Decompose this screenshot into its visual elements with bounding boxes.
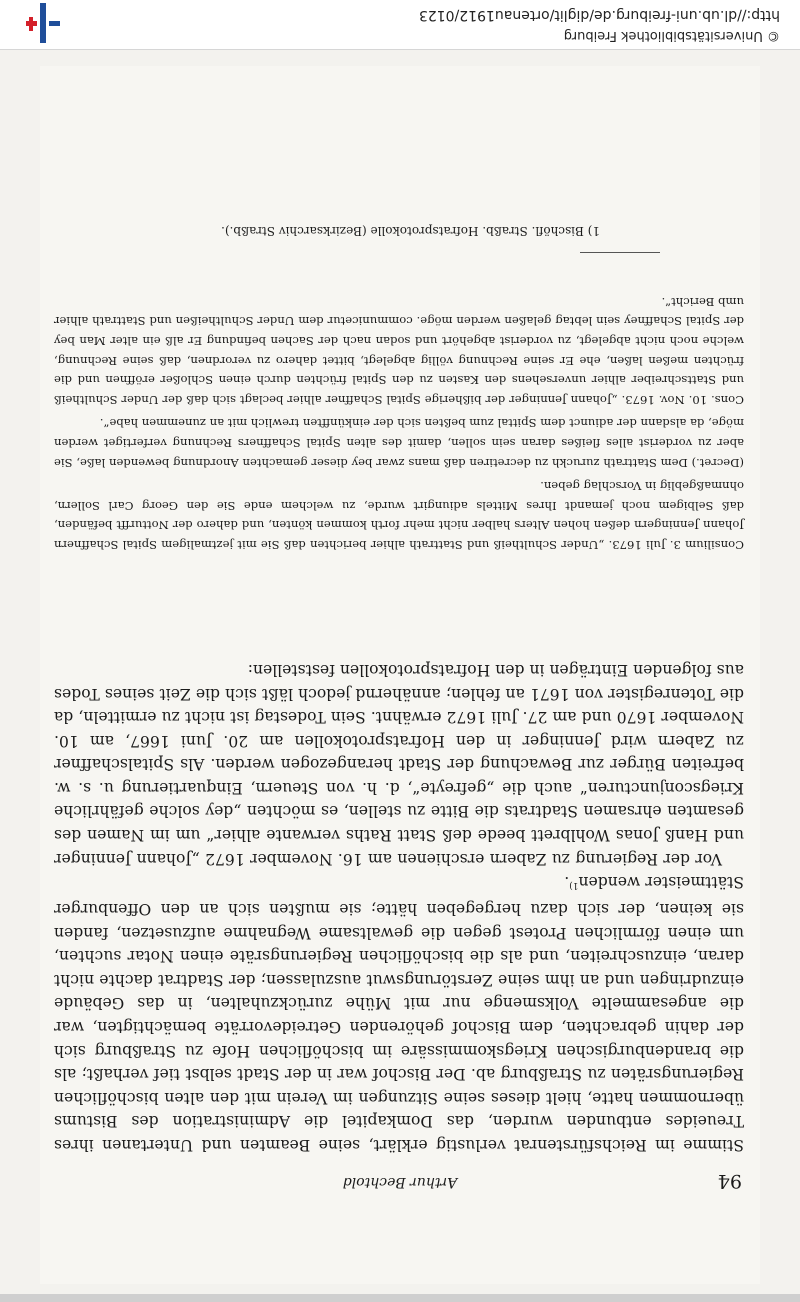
footnote: 1) Bischöfl. Straßb. Hofratsprotokolle (Bezirksarchiv Straßb.). [221, 224, 600, 238]
footnote-marker: 1) [569, 880, 579, 891]
footnote-rule [580, 252, 660, 253]
body-text [54, 657, 744, 1156]
copyright-credit: © Universitätsbibliothek Freiburg [563, 28, 780, 43]
quote-paragraph: Cons. 10. Nov. 1673. „Johann Jenninger der bißherige Spital Schaffner alhier beclagt sich daß der Under Schultheiß und Stattschreiber alhier unversehens den Kasten zu den Spital früchten durch einen Schloßer eröffnen und die früchten meßen laßen, ehe Er seine Rechnung völlig abgelegt, bittet dahero zu verordnen, daß seine Rechnung, welche noch nicht abgelegt, zu vorderist abgehört und sodan nach der Sachen befindung Er alß ein alter Man bey der Spital Schaffney sein lebtag gelaßen werden möge. communicetur dem Under Schultheißen und Stattrath alhier umb Bericht“. [54, 294, 744, 407]
viewer-top-strip [0, 1294, 800, 1302]
quote-paragraph: Consilium 3. Juli 1673. „Under Schultheiß und Stattrath alhier berichten daß Sie mit jeztmaligem Spital Schaffnern Johann Jenningern deßen hohen Alters halber nicht mehr forth kommen könten, und dahero der Notturfft befänden, daß Selbigem noch jemandt Ihres Mittels adiungirt wurde, zu welchem ende Sie den Georg Carl Sollern, ohnmaßgeblig in Vorschlag geben. [54, 479, 744, 552]
scanned-page [40, 66, 760, 1284]
quote-paragraph: (Decret.) Dem Stattrath zuruckh zu decretiren daß mans zwar bey dieser gemachten Anordnung bewenden laße, Sie aber zu vorderist alles fleißes daran sein sollen, damit des alten Spital Schaffners Rechnung verfertiget werden möge, da alsdann der adiunct dem Spittal zum beßten sich der einkünfften trewlich mit an zunemmen habe“. [54, 416, 744, 470]
paragraph-text: Stimme im Reichsfürstenrat verlustig erklärt, seine Beamten und Untertanen ihres Treueides entbunden wurden, das Domkapitel die Administration des Bistums übernommen hatte, hielt dieses seine Sitzungen im Verein mit den alten bischöflichen Regierungsräten zu Straßburg ab. Der Bischof war in der Stadt selbst tief verhaßt; als die brandenburgischen Kriegskommissäre im bischöflichen Hofe zu Straßburg sich der dahin gebrachten, dem Bischof gehörenden Getreidevorräte bemächtigten, war die angesammelte Volksmenge nur mit Mühe zurückzuhalten, in das Gebäude einzudringen und an ihm seine Zerstörungswut auszulassen; der Stadtrat dachte nicht daran, einzuschreiten, und als die bischöflichen Regierungsräte einen Notar suchten, um einen förmlichen Protest gegen die gewaltsame Wegnahme aufzusetzen, fanden sie keinen, der sich dazu hergegeben hätte; sie mußten sich an den Offenburger Stättmeister wenden [54, 873, 744, 1154]
paragraph: Vor der Regierung zu Zabern erschienen am 16. November 1672 „Johann Jenninger und Hanß Jonas Wohlbrett beede deß Statt Raths verwante alhier“ um im Namen des gesamten ehrsamen Stadtrats die Bitte zu stellen, es möchten „dey solche gefährliche Kriegsconjuncturen“ auch die „gefreyte“, d. h. von Steuern, Einquartierung u. s. w. befreiten Bürger zur Bewachung der Stadt herangezogen werden. Als Spitalschaffner zu Zabern wird Jenninger in den Hofratsprotokollen am 20. Juni 1667, am 10. November 1670 und am 27. Juli 1672 erwähnt. Sein Todestag ist nicht zu ermitteln, da die Totenregister von 1671 an fehlen; annähernd jedoch läßt sich die Zeit seines Todes aus folgenden Einträgen in den Hofratsprotokollen feststellen: [54, 660, 744, 868]
page-url-link[interactable]: http://dl.ub.uni-freiburg.de/diglit/ortenau1912/0123 [418, 7, 780, 23]
running-head-title: Arthur Bechtold [342, 1174, 458, 1190]
viewer-info-bar [0, 0, 800, 50]
protocol-quotes [54, 287, 744, 554]
ub-freiburg-logo-icon[interactable] [26, 3, 60, 43]
page-number: 94 [717, 1170, 742, 1192]
running-header [40, 1166, 760, 1192]
paragraph: Stimme im Reichsfürstenrat verlustig erklärt, seine Beamten und Untertanen ihres Treueides entbunden wurden, das Domkapitel die Administration des Bistums übernommen hatte, hielt dieses seine Sitzungen im Verein mit den alten bischöflichen Regierungsräten zu Straßburg ab. Der Bischof war in der Stadt selbst tief verhaßt; als die brandenburgischen Kriegskommissäre im bischöflichen Hofe zu Straßburg sich der dahin gebrachten, dem Bischof gehörenden Getreidevorräte bemächtigten, war die angesammelte Volksmenge nur mit Mühe zurückzuhalten, in das Gebäude einzudringen und an ihm seine Zerstörungswut auszulassen; der Stadtrat dachte nicht daran, einzuschreiten, und als die bischöflichen Regierungsräte einen Notar suchten, um einen förmlichen Protest gegen die gewaltsame Wegnahme aufzusetzen, fanden sie keinen, der sich dazu hergegeben hätte; sie mußten sich an den Offenburger Stättmeister wenden$^{1)}$. [54, 873, 744, 1154]
